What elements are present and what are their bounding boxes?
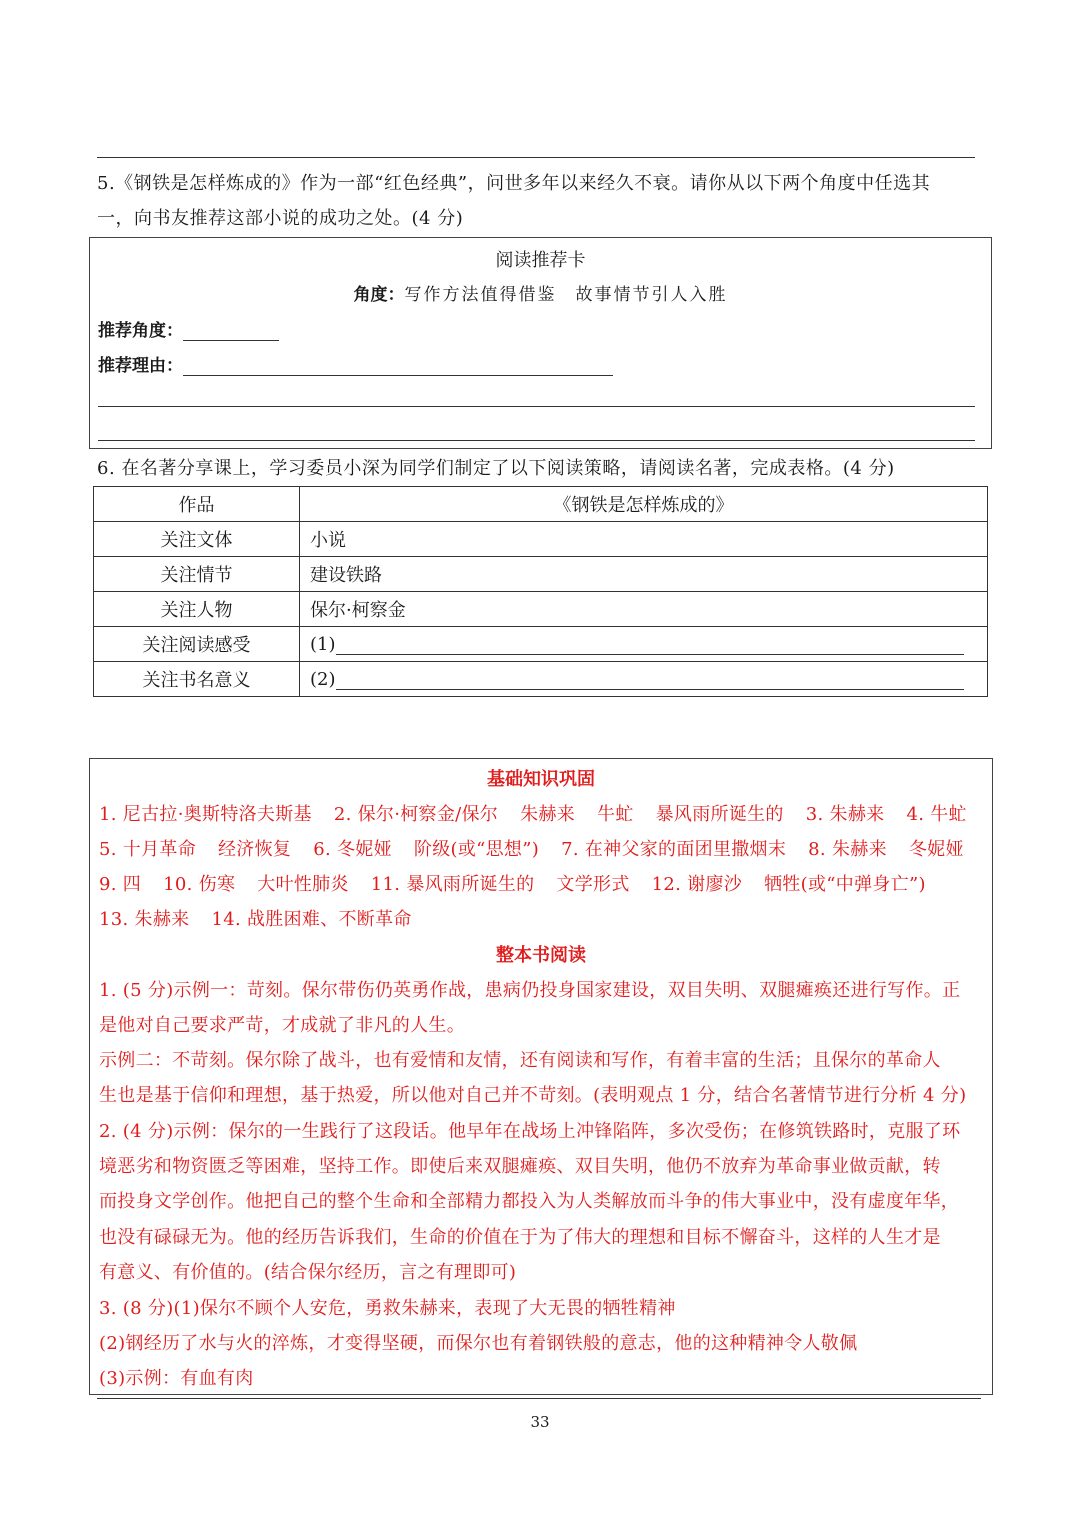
table-value: 建设铁路 [300,557,988,592]
basic-answers-line-1 [99,800,967,826]
field-reason [98,351,613,376]
recommendation-card [89,237,992,449]
table-value: 保尔·柯察金 [300,592,988,627]
answers-heading-reading: 整本书阅读 [496,945,586,966]
answer-item: 12. 谢廖沙 [651,874,743,895]
card-title: 阅读推荐卡 [495,250,586,271]
table-key: 关注文体 [94,522,300,557]
card-angle-row [90,280,991,305]
answer-item: 4. 牛虻 [906,804,967,825]
card-answer-line-2[interactable] [98,440,975,441]
answers-heading-basic: 基础知识巩固 [487,769,595,790]
answer-item: 2. 保尔·柯察金/保尔 [333,804,499,825]
card-answer-line-1[interactable] [98,406,975,407]
question6-text: 6. 在名著分享课上，学习委员小深为同学们制定了以下阅读策略，请阅读名著，完成表格。(4 分) [97,458,895,479]
answer-item: 阶级(或“思想”) [413,839,540,860]
field-reason-label: 推荐理由： [98,356,183,376]
reading-answer-line: 示例二：不苛刻。保尔除了战斗，也有爱情和友情，还有阅读和写作，有着丰富的生活；且保尔的革命人 [99,1050,941,1071]
reading-answer-line: 而投身文学创作。他把自己的整个生命和全部精力都投入为人类解放而斗争的伟大事业中，没有虚度年华， [99,1191,960,1212]
answer-item: 牛虻 [597,804,634,825]
field-angle [98,316,279,341]
answer-item: 冬妮娅 [908,839,964,860]
table-row [94,627,988,662]
answer-item: 14. 战胜困难、不断革命 [211,909,412,930]
table-row [94,522,988,557]
answer-item: 11. 暴风雨所诞生的 [370,874,535,895]
footer-rule [97,1398,981,1399]
table-value: 小说 [300,522,988,557]
reading-answer-line: (3)示例：有血有肉 [99,1368,254,1389]
reading-answer-line: 也没有碌碌无为。他的经历告诉我们，生命的价值在于为了伟大的理想和目标不懈奋斗，这样的人生才是 [99,1227,941,1248]
table-value: 《钢铁是怎样炼成的》 [300,487,988,522]
table-key: 关注情节 [94,557,300,592]
answer-item: 7. 在神父家的面团里撒烟末 [561,839,787,860]
table-value-blank-row [300,627,988,662]
basic-answers-line-2 [99,835,964,861]
basic-answers-line-3 [99,870,926,896]
answer-key-box [89,758,993,1395]
table-key: 关注阅读感受 [94,627,300,662]
answer-item: 经济恢复 [218,839,292,860]
page-number: 33 [530,1413,550,1431]
answer-blank-1[interactable] [336,634,964,655]
basic-answers-line-4 [99,905,412,931]
reading-answer-line: 有意义、有价值的。(结合保尔经历，言之有理即可) [99,1262,517,1283]
table-row [94,662,988,697]
angle-label: 角度： [353,285,405,305]
reading-answer-line: 2. (4 分)示例：保尔的一生践行了这段话。他早年在战场上冲锋陷阵，多次受伤；在修筑铁路时，克服了环 [99,1121,961,1142]
reading-answer-line: 1. (5 分)示例一：苛刻。保尔带伤仍英勇作战，患病仍投身国家建设，双目失明、双腿瘫痪还进行写作。正 [99,980,961,1001]
blank-number: (2) [310,668,336,690]
answer-item: 牺牲(或“中弹身亡”) [764,874,926,895]
table-row [94,592,988,627]
table-value-blank-row [300,662,988,697]
answer-item: 1. 尼古拉·奥斯特洛夫斯基 [99,804,312,825]
reading-answer-line: 境恶劣和物资匮乏等困难，坚持工作。即使后来双腿瘫痪、双目失明，他仍不放弃为革命事业做贡献，转 [99,1156,941,1177]
answer-item: 暴风雨所诞生的 [655,804,784,825]
table-key: 作品 [94,487,300,522]
table-key: 关注人物 [94,592,300,627]
strategy-table [93,486,988,697]
reading-answer-line: (2)钢经历了水与火的淬炼，才变得坚硬，而保尔也有着钢铁般的意志，他的这种精神令人敬佩 [99,1333,858,1354]
blank-number: (1) [310,633,336,655]
table-key: 关注书名意义 [94,662,300,697]
field-reason-blank[interactable] [183,357,613,376]
answer-blank-2[interactable] [336,669,964,690]
field-angle-label: 推荐角度： [98,321,183,341]
table-row [94,557,988,592]
answer-item: 5. 十月革命 [99,839,196,860]
table-row [94,487,988,522]
answer-item: 10. 伤寒 [163,874,236,895]
answer-item: 大叶性肺炎 [257,874,349,895]
angle-options: 写作方法值得借鉴 故事情节引人入胜 [404,285,728,305]
question5-line1: 5.《钢铁是怎样炼成的》作为一部“红色经典”，问世多年以来经久不衰。请你从以下两个角度中任选其 [97,173,931,194]
answer-item: 3. 朱赫来 [805,804,885,825]
answer-item: 朱赫来 [520,804,576,825]
question5-line2: 一，向书友推荐这部小说的成功之处。(4 分) [97,208,464,229]
answer-item: 9. 四 [99,874,142,895]
reading-answer-line: 是他对自己要求严苛，才成就了非凡的人生。 [99,1015,465,1036]
reading-answer-line: 生也是基于信仰和理想，基于热爱，所以他对自己并不苛刻。(表明观点 1 分，结合名著情节进行分析 4 分) [99,1085,967,1106]
reading-answer-line: 3. (8 分)(1)保尔不顾个人安危，勇救朱赫来，表现了大无畏的牺牲精神 [99,1298,676,1319]
answer-item: 8. 朱赫来 [808,839,887,860]
top-rule [97,157,975,158]
field-angle-blank[interactable] [183,322,279,341]
answer-item: 13. 朱赫来 [99,909,190,930]
answer-item: 文学形式 [556,874,630,895]
answer-item: 6. 冬妮娅 [313,839,392,860]
